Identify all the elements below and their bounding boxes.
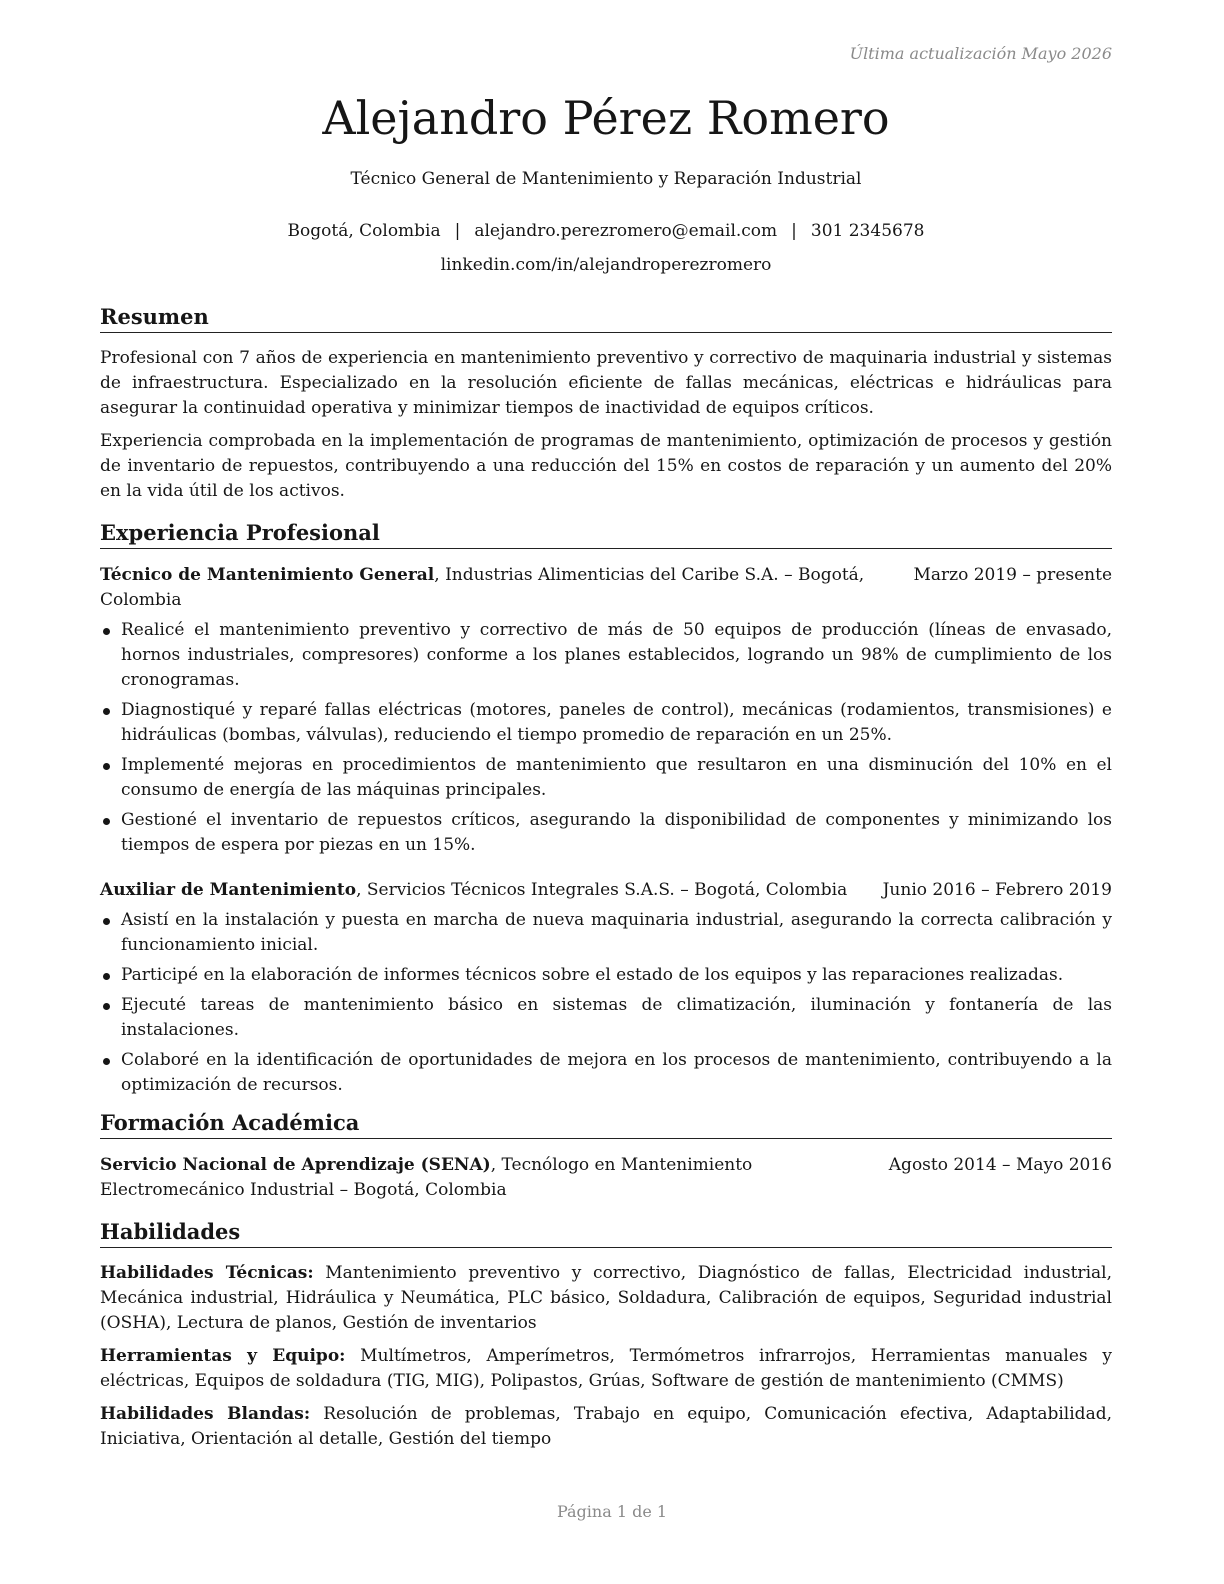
job-bullets — [100, 908, 1112, 1098]
skills-soft — [100, 1402, 1112, 1452]
section-title-summary: Resumen — [100, 302, 1112, 333]
section-title-skills: Habilidades — [100, 1217, 1112, 1248]
contact-line — [100, 219, 1112, 243]
job-bullets — [100, 618, 1112, 858]
phone: 301 2345678 — [810, 221, 925, 241]
education-header — [100, 1153, 1112, 1203]
separator: | — [791, 221, 797, 241]
summary-paragraph: Profesional con 7 años de experiencia en mantenimiento preventivo y correctivo de maquinaria industrial y sistemas de infraestructura. Especializado en la resolución eficiente de fallas mecánicas, eléctricas e hidráulicas para asegurar la continuidad operativa y minimizar tiempos de inactividad de equipos críticos. — [100, 348, 1112, 418]
summary-text — [100, 346, 1112, 504]
summary-section — [100, 302, 1112, 504]
skills-tools — [100, 1344, 1112, 1394]
job-entry — [100, 878, 1112, 1098]
job-role: Técnico de Mantenimiento General — [100, 565, 435, 585]
list-item: Implementé mejoras en procedimientos de mantenimiento que resultaron en una disminución del 10% en el consumo de energía de las máquinas principales. — [100, 753, 1112, 803]
list-item: Diagnostiqué y reparé fallas eléctricas (motores, paneles de control), mecánicas (rodamientos, transmisiones) e hidráulicas (bombas, válvulas), reduciendo el tiempo promedio de reparación en un 25%. — [100, 698, 1112, 748]
skills-text: Resolución de problemas, Trabajo en equipo, Comunicación efectiva, Adaptabilidad, Iniciativa, Orientación al detalle, Gestión del tiempo — [100, 1404, 1112, 1449]
job-header — [100, 878, 1112, 903]
job-company: , Industrias Alimenticias del Caribe S.A. – Bogotá, Colombia — [100, 565, 865, 610]
job-dates: Marzo 2019 – presente — [913, 565, 1112, 585]
job-role: Auxiliar de Mantenimiento — [100, 880, 357, 900]
page-number: Página 1 de 1 — [556, 1502, 668, 1521]
degree: , Tecnólogo en Mantenimiento Electromecánico Industrial – Bogotá, Colombia — [100, 1155, 753, 1200]
skills-label: Habilidades Técnicas: — [100, 1263, 314, 1283]
last-updated: Última actualización Mayo 2026 — [849, 44, 1112, 63]
list-item: Asistí en la instalación y puesta en marcha de nueva maquinaria industrial, asegurando la correcta calibración y funcionamiento inicial. — [100, 908, 1112, 958]
resume-body — [100, 302, 1112, 1452]
list-item: Ejecuté tareas de mantenimiento básico en sistemas de climatización, iluminación y fontanería de las instalaciones. — [100, 993, 1112, 1043]
section-title-education: Formación Académica — [100, 1108, 1112, 1139]
email[interactable]: alejandro.perezromero@email.com — [474, 221, 778, 241]
list-item: Participé en la elaboración de informes técnicos sobre el estado de los equipos y las reparaciones realizadas. — [100, 963, 1112, 988]
institution: Servicio Nacional de Aprendizaje (SENA) — [100, 1155, 491, 1175]
list-item: Colaboré en la identificación de oportunidades de mejora en los procesos de mantenimiento, contribuyendo a la optimización de recursos. — [100, 1048, 1112, 1098]
skills-label: Herramientas y Equipo: — [100, 1346, 346, 1366]
skills-section — [100, 1217, 1112, 1452]
separator: | — [454, 221, 461, 241]
linkedin-link[interactable]: linkedin.com/in/alejandroperezromero — [440, 255, 772, 275]
professional-title: Técnico General de Mantenimiento y Reparación Industrial — [350, 169, 862, 189]
resume-page — [100, 0, 1112, 1584]
skills-text: Mantenimiento preventivo y correctivo, Diagnóstico de fallas, Electricidad industrial, Mecánica industrial, Hidráulica y Neumática, PLC básico, Soldadura, Calibración de equipos, Seguridad industrial (OSHA), Lectura de planos, Gestión de inventarios — [100, 1263, 1112, 1333]
education-section — [100, 1108, 1112, 1203]
candidate-name: Alejandro Pérez Romero — [322, 91, 890, 145]
job-dates: Junio 2016 – Febrero 2019 — [882, 880, 1112, 900]
education-entry — [100, 1153, 1112, 1203]
job-company: , Servicios Técnicos Integrales S.A.S. – Bogotá, Colombia — [356, 880, 848, 900]
job-entry — [100, 563, 1112, 858]
job-header — [100, 563, 1112, 613]
skills-text: Multímetros, Amperímetros, Termómetros infrarrojos, Herramientas manuales y eléctricas, Equipos de soldadura (TIG, MIG), Polipastos, Grúas, Software de gestión de mantenimiento (CMMS) — [100, 1346, 1112, 1391]
skills-technical — [100, 1261, 1112, 1336]
location: Bogotá, Colombia — [287, 221, 441, 241]
section-title-experience: Experiencia Profesional — [100, 518, 1112, 549]
experience-section — [100, 518, 1112, 1098]
list-item: Realicé el mantenimiento preventivo y correctivo de más de 50 equipos de producción (líneas de envasado, hornos industriales, compresores) conforme a los planes establecidos, logrando un 98% de cumplimiento de los cronogramas. — [100, 618, 1112, 693]
education-dates: Agosto 2014 – Mayo 2016 — [888, 1155, 1112, 1175]
summary-paragraph: Experiencia comprobada en la implementación de programas de mantenimiento, optimización de procesos y gestión de inventario de repuestos, contribuyendo a una reducción del 15% en costos de reparación y un aumento del 20% en la vida útil de los activos. — [100, 431, 1112, 501]
list-item: Gestioné el inventario de repuestos críticos, asegurando la disponibilidad de componentes y minimizando los tiempos de espera por piezas en un 15%. — [100, 808, 1112, 858]
skills-label: Habilidades Blandas: — [100, 1404, 311, 1424]
